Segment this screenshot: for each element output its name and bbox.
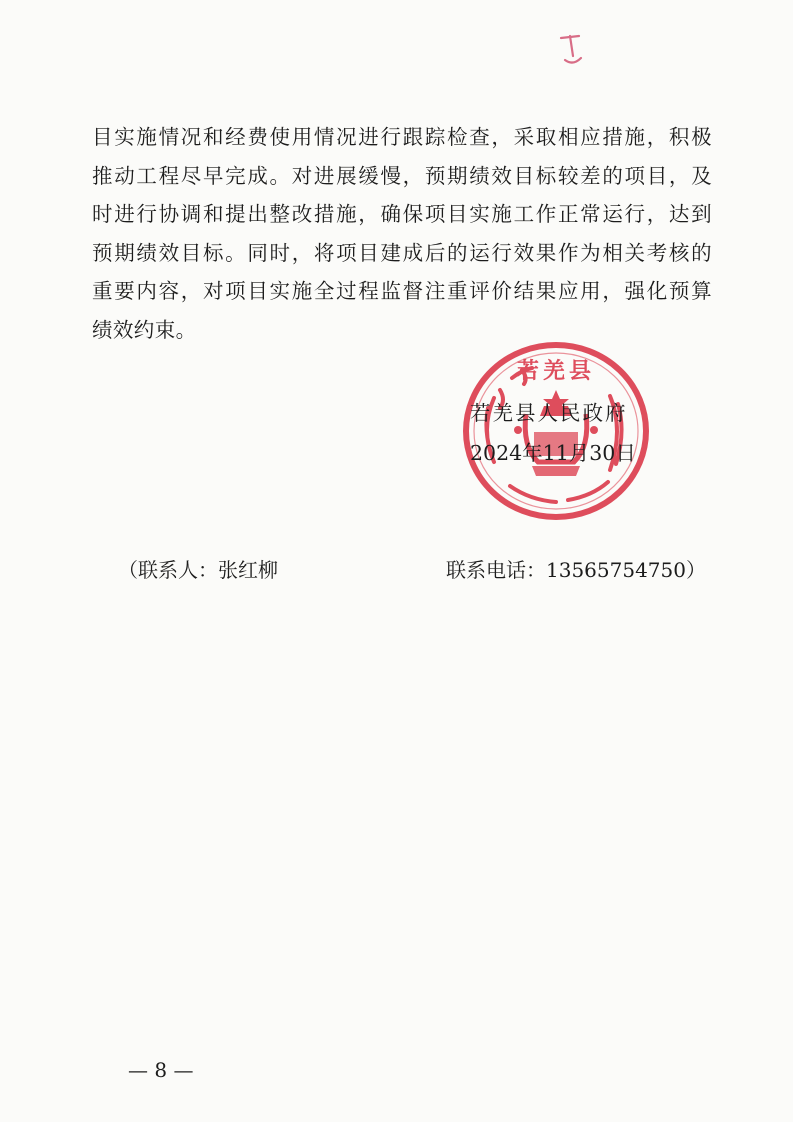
- body-paragraph: [92, 118, 712, 349]
- red-ink-mark: [555, 30, 589, 72]
- contact-person: （联系人：张红柳: [118, 558, 278, 582]
- signing-date: 2024年11月30日: [470, 441, 636, 465]
- signing-organization: 若羌县人民政府: [470, 401, 628, 425]
- body-line: 推动工程尽早完成。对进展缓慢，预期绩效目标较差的项目，及: [92, 163, 712, 188]
- seal-text: 若羌县: [516, 359, 596, 384]
- body-line: 绩效约束。: [92, 317, 197, 342]
- body-line: 时进行协调和提出整改措施，确保项目实施工作正常运行，达到: [92, 202, 712, 226]
- body-line: 目实施情况和经费使用情况进行跟踪检查，采取相应措施，积极: [92, 125, 712, 149]
- official-seal-stamp: [458, 338, 654, 524]
- body-line: 重要内容，对项目实施全过程监督注重评价结果应用，强化预算: [92, 279, 712, 303]
- body-line: 预期绩效目标。同时，将项目建成后的运行效果作为相关考核的: [92, 240, 712, 265]
- page-number: — 8 —: [128, 1058, 194, 1082]
- contact-phone: 联系电话：13565754750）: [446, 558, 706, 582]
